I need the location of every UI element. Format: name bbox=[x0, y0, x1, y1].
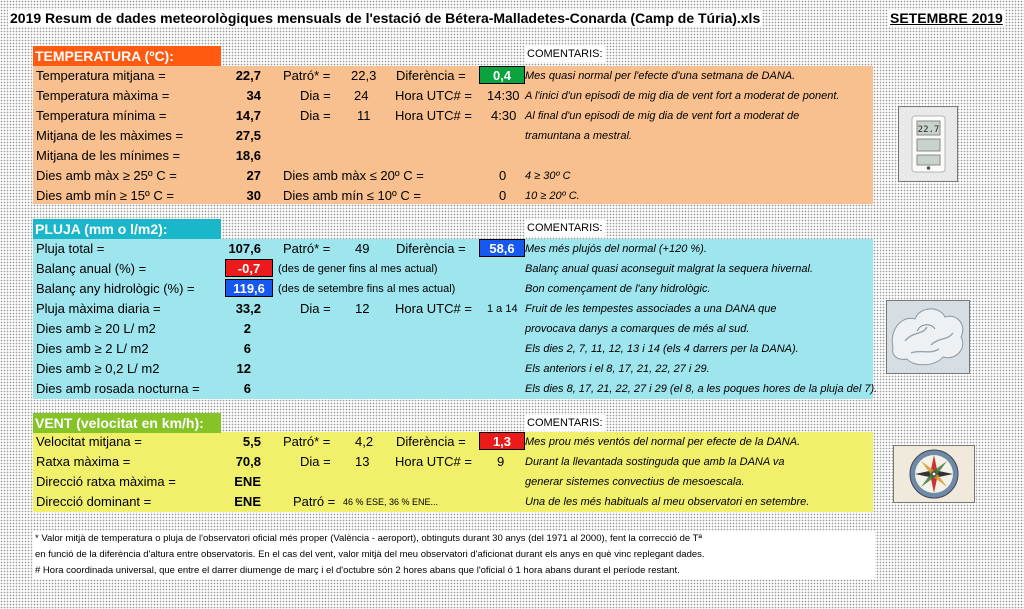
row-label: Temperatura mitjana = bbox=[36, 68, 166, 83]
temp-row-maxima bbox=[33, 86, 873, 106]
row-label: Mitjana de les mínimes = bbox=[36, 148, 181, 163]
wind-rose-photo bbox=[893, 445, 975, 503]
row-value: 34 bbox=[246, 88, 261, 103]
row-comment: Els dies 8, 17, 21, 22, 27 i 29 (el 8, a les poques hores de la pluja del 7). bbox=[525, 383, 878, 395]
temperature-comments-header: COMENTARIS: bbox=[527, 48, 603, 60]
row-right-value: 14:30 bbox=[487, 88, 520, 103]
row-mid-label: Patró = bbox=[293, 494, 336, 509]
row-comment: Al final d'un episodi de mig dia de vent fort a moderat de bbox=[525, 110, 800, 122]
difference-box: 0,4 bbox=[479, 66, 525, 84]
row-value: 6 bbox=[243, 341, 251, 356]
row-right-label: Hora UTC# = bbox=[395, 454, 472, 469]
row-mid-value: 4,2 bbox=[355, 434, 374, 449]
row-comment: Fruit de les tempestes associades a una DANA que bbox=[525, 303, 777, 315]
row-right-label: Hora UTC# = bbox=[395, 88, 472, 103]
row-comment: 4 ≥ 30º C bbox=[525, 170, 571, 182]
row-label: Balanç any hidrològic (%) = bbox=[36, 281, 195, 296]
row-label: Dies amb ≥ 2 L/ m2 bbox=[36, 341, 149, 356]
row-mid-label: Patró* = bbox=[283, 434, 331, 449]
rain-row-total bbox=[33, 239, 873, 259]
row-value: 70,8 bbox=[235, 454, 261, 469]
row-right-label: Hora UTC# = bbox=[395, 108, 472, 123]
row-mid-value: 0 bbox=[499, 188, 507, 203]
row-label: Direcció ratxa màxima = bbox=[36, 474, 176, 489]
row-value: 14,7 bbox=[235, 108, 261, 123]
row-label: Dies amb màx ≥ 25º C = bbox=[36, 168, 177, 183]
row-mid-value: 24 bbox=[354, 88, 369, 103]
rain-header: PLUJA (mm o l/m2): bbox=[33, 219, 221, 239]
row-value: 33,2 bbox=[235, 301, 261, 316]
rain-row-dies-20 bbox=[33, 319, 873, 339]
temp-row-minima bbox=[33, 106, 873, 126]
rain-row-dies-02 bbox=[33, 359, 873, 379]
row-comment: Durant la llevantada sostinguda que amb la DANA va bbox=[525, 456, 785, 468]
wind-header: VENT (velocitat en km/h): bbox=[33, 413, 221, 433]
temp-row-dies-max25 bbox=[33, 166, 873, 186]
temp-row-mitjana-maximes bbox=[33, 126, 873, 146]
row-value: 6 bbox=[243, 381, 251, 396]
row-value: 27,5 bbox=[235, 128, 261, 143]
row-mid-label: Dies amb mín ≤ 10º C = bbox=[283, 188, 421, 203]
row-label: Mitjana de les màximes = bbox=[36, 128, 184, 143]
row-label: Temperatura mínima = bbox=[36, 108, 167, 123]
row-label: Direcció dominant = bbox=[36, 494, 152, 509]
row-value: ENE bbox=[234, 494, 261, 509]
rain-row-rosada bbox=[33, 379, 878, 399]
row-comment: Mes quasi normal per l'efecte d'una setmana de DANA. bbox=[525, 70, 796, 82]
temp-row-mitjana-minimes bbox=[33, 146, 873, 166]
row-value: 107,6 bbox=[228, 241, 261, 256]
footnote-patro: * Valor mitjà de temperatura o pluja de l'observatori oficial més proper (València - aeroport), obtinguts durant 30 anys (del 1971 al 2000), fent la correcció de Tª bbox=[33, 531, 875, 547]
row-right-value: 4:30 bbox=[491, 108, 517, 123]
row-value: 18,6 bbox=[235, 148, 261, 163]
temperature-header: TEMPERATURA (ºC): bbox=[33, 46, 221, 66]
row-value: 27 bbox=[246, 168, 261, 183]
row-comment: A l'inici d'un episodi de mig dia de vent fort a moderat de ponent. bbox=[525, 90, 840, 102]
row-label: Dies amb rosada nocturna = bbox=[36, 381, 200, 396]
row-label: Dies amb mín ≥ 15º C = bbox=[36, 188, 174, 203]
row-mid-label: Dia = bbox=[300, 301, 331, 316]
row-right-label: Diferència = bbox=[396, 68, 466, 83]
svg-text:22.7: 22.7 bbox=[917, 125, 940, 135]
wind-row-direccio-ratxa bbox=[33, 472, 873, 492]
row-mid-value: 11 bbox=[357, 108, 371, 123]
footnote-utc: # Hora coordinada universal, que entre el darrer diumenge de març i el d'octubre són 2 hores abans que l'oficial ó 1 hora abans durant el període restant. bbox=[33, 563, 875, 579]
row-label: Ratxa màxima = bbox=[36, 454, 131, 469]
row-comment: Balanç anual quasi aconseguit malgrat la sequera hivernal. bbox=[525, 263, 814, 275]
row-mid-label: Dies amb màx ≤ 20º C = bbox=[283, 168, 424, 183]
row-right-value: 9 bbox=[497, 454, 505, 469]
row-right-label: Diferència = bbox=[396, 241, 466, 256]
row-mid-value: 22,3 bbox=[351, 68, 377, 83]
rain-row-dies-2 bbox=[33, 339, 873, 359]
row-right-label: Hora UTC# = bbox=[395, 301, 472, 316]
row-value: 5,5 bbox=[242, 434, 261, 449]
thermometer-photo bbox=[898, 106, 958, 182]
rain-row-maxima-diaria bbox=[33, 299, 873, 319]
row-comment: Bon començament de l'any hidrològic. bbox=[525, 283, 711, 295]
wind-row-direccio-dominant bbox=[33, 492, 873, 512]
row-label: Dies amb ≥ 20 L/ m2 bbox=[36, 321, 156, 336]
row-value: ENE bbox=[234, 474, 261, 489]
row-label: Temperatura màxima = bbox=[36, 88, 170, 103]
row-mid-value: 13 bbox=[355, 454, 370, 469]
row-value: 22,7 bbox=[235, 68, 261, 83]
difference-box: 1,3 bbox=[479, 432, 525, 450]
row-comment: Una de les més habituals al meu observatori en setembre. bbox=[525, 496, 810, 508]
row-comment: generar sistemes convectius de mesoescala. bbox=[525, 476, 745, 488]
rain-comments-header: COMENTARIS: bbox=[527, 222, 603, 234]
row-mid-label: Patró* = bbox=[283, 241, 331, 256]
row-right-label: Diferència = bbox=[396, 434, 466, 449]
row-right-value: 1 a 14 bbox=[487, 303, 518, 315]
row-comment: provocava danys a comarques de més al sud. bbox=[525, 323, 750, 335]
row-value: 2 bbox=[243, 321, 251, 336]
row-label: Pluja màxima diaria = bbox=[36, 301, 161, 316]
row-note: (des de gener fins al mes actual) bbox=[278, 263, 438, 275]
rain-row-balanc-anual bbox=[33, 259, 873, 279]
row-note: (des de setembre fins al mes actual) bbox=[278, 283, 456, 295]
row-mid-label: Dia = bbox=[300, 454, 331, 469]
row-mid-label: Dia = bbox=[300, 88, 331, 103]
row-value: 30 bbox=[246, 188, 261, 203]
row-mid-label: Patró* = bbox=[283, 68, 331, 83]
row-value: 12 bbox=[236, 361, 251, 376]
row-label: Velocitat mitjana = bbox=[36, 434, 142, 449]
wind-comments-header: COMENTARIS: bbox=[527, 417, 603, 429]
row-comment: Mes més plujós del normal (+120 %). bbox=[525, 243, 707, 255]
row-comment: Els anteriors i el 8, 17, 21, 22, 27 i 29. bbox=[525, 363, 710, 375]
row-mid-value: 12 bbox=[355, 301, 370, 316]
row-mid-value: 46 % ESE, 36 % ENE... bbox=[343, 497, 439, 507]
rain-row-balanc-hidrologic bbox=[33, 279, 873, 299]
value-box: -0,7 bbox=[225, 259, 273, 277]
row-comment: Els dies 2, 7, 11, 12, 13 i 14 (els 4 darrers per la DANA). bbox=[525, 343, 799, 355]
difference-box: 58,6 bbox=[479, 239, 525, 257]
wind-row-ratxa bbox=[33, 452, 873, 472]
footnote-patro-cont: en funció de la diferència d'altura entre observatoris. En el cas del vent, valor mitjà del meu observatori d'aficionat durant els anys en què vinc replegant dades. bbox=[33, 547, 875, 563]
document-title: 2019 Resum de dades meteorològiques mensuals de l'estació de Bétera-Malladetes-Conarda (Camp de Túria).xls bbox=[10, 10, 761, 26]
wind-row-velocitat bbox=[33, 432, 873, 452]
row-comment: 10 ≥ 20º C. bbox=[525, 190, 580, 202]
row-label: Pluja total = bbox=[36, 241, 105, 256]
cloud-photo bbox=[886, 300, 970, 374]
row-mid-label: Dia = bbox=[300, 108, 331, 123]
temp-row-mitjana bbox=[33, 66, 873, 86]
row-mid-value: 0 bbox=[499, 168, 507, 183]
temp-row-dies-min15 bbox=[33, 186, 873, 206]
row-comment: tramuntana a mestral. bbox=[525, 130, 632, 142]
row-mid-value: 49 bbox=[355, 241, 370, 256]
row-label: Balanç anual (%) = bbox=[36, 261, 147, 276]
month-label: SETEMBRE 2019 bbox=[890, 10, 1003, 26]
row-comment: Mes prou més ventós del normal per efecte de la DANA. bbox=[525, 436, 801, 448]
value-box: 119,6 bbox=[225, 279, 273, 297]
row-label: Dies amb ≥ 0,2 L/ m2 bbox=[36, 361, 160, 376]
